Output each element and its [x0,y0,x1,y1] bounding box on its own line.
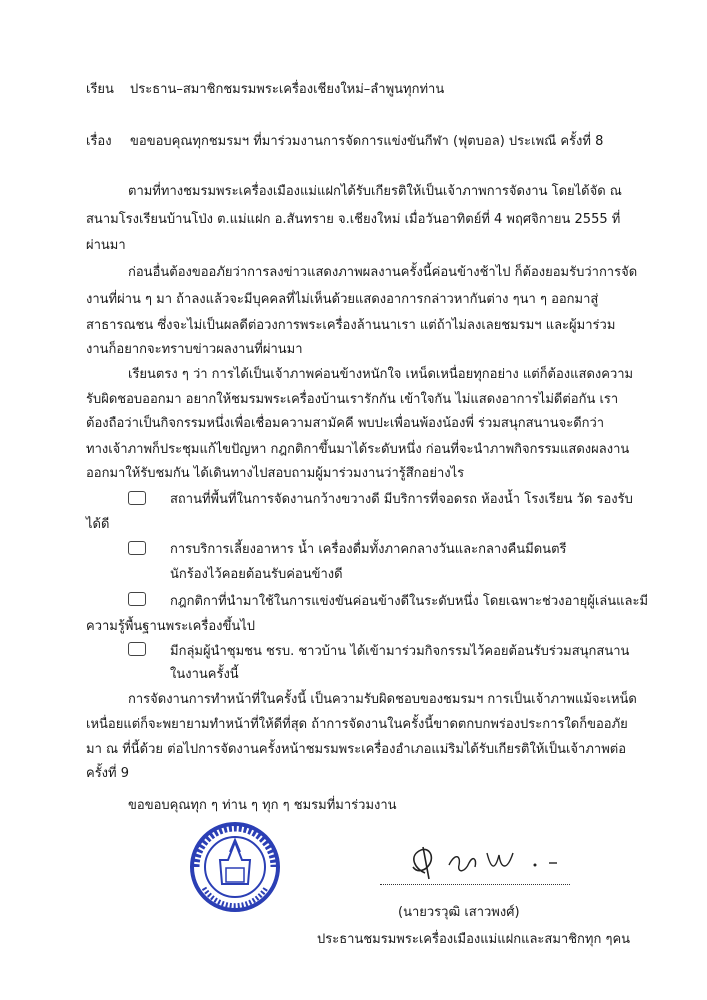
to-label: เรียน [86,82,114,97]
item-3-line: กฎกติกาที่นำมาใช้ในการแข่งขันค่อนข้างดีในระดับหนึ่ง โดยเฉพาะช่วงอายุผู้เล่นและมี [170,594,649,609]
subject-text: ขอขอบคุณทุกชมรมฯ ที่มาร่วมงานการจัดการแข่งขันกีฬา (ฟุตบอล) ประเพณี ครั้งที่ 8 [130,134,604,149]
paragraph-3-line: ออกมาให้รับชมกัน ได้เดินทางไปสอบถามผู้มาร่วมงานว่ารู้สึกอย่างไร [86,466,465,481]
paragraph-3-line: ต้องถือว่าเป็นกิจกรรมหนึ่งเพื่อเชื่อมความสามัคคี พบปะเพื่อนพ้องน้องพี่ ร่วมสนุกสนานจะดีกว่า [86,416,605,431]
checkbox[interactable] [128,541,146,555]
item-1-line: ได้ดี [86,517,110,532]
signature-title: ประธานชมรมพระเครื่องเมืองแม่แฝกและสมาชิกทุก ๆคน [317,932,631,947]
signature-line [380,884,570,885]
handwritten-signature [395,843,565,883]
closing-text: ขอขอบคุณทุก ๆ ท่าน ๆ ทุก ๆ ชมรมที่มาร่วมงาน [128,798,397,813]
paragraph-1-line: สนามโรงเรียนบ้านโป่ง ต.แม่แฝก อ.สันทราย จ.เชียงใหม่ เมื่อวันอาทิตย์ที่ 4 พฤศจิกายน 2555 ที่ [86,212,621,227]
item-4-line: ในงานครั้งนี้ [170,667,239,682]
paragraph-4-line: ครั้งที่ 9 [86,766,129,781]
to-text: ประธาน–สมาชิกชมรมพระเครื่องเชียงใหม่–ลำพูนทุกท่าน [130,82,445,97]
item-1-line: สถานที่พื้นที่ในการจัดงานกว้างขวางดี มีบริการที่จอดรถ ห้องน้ำ โรงเรียน วัด รองรับ [170,492,633,507]
paragraph-3-line: เรียนตรง ๆ ว่า การได้เป็นเจ้าภาพค่อนข้างหนักใจ เหน็ดเหนื่อยทุกอย่าง แต่ก็ต้องแสดงความ [128,367,634,382]
paragraph-2-line: งานก็อยากจะทราบข่าวผลงานที่ผ่านมา [86,342,303,357]
checkbox[interactable] [128,491,146,505]
organization-seal [190,822,280,912]
paragraph-4-line: การจัดงานการทำหน้าที่ในครั้งนี้ เป็นความรับผิดชอบของชมรมฯ การเป็นเจ้าภาพแม้จะเหน็ด [128,692,637,707]
item-2-line: นักร้องไว้คอยต้อนรับค่อนข้างดี [170,567,343,582]
paragraph-1-line: ผ่านมา [86,238,126,253]
item-2-line: การบริการเลี้ยงอาหาร น้ำ เครื่องดื่มทั้งภาคกลางวันและกลางคืนมีดนตรี [170,542,567,557]
item-3-line: ความรู้พื้นฐานพระเครื่องขึ้นไป [86,619,256,634]
paragraph-1-line: ตามที่ทางชมรมพระเครื่องเมืองแม่แฝกได้รับเกียรติให้เป็นเจ้าภาพการจัดงาน โดยได้จัด ณ [128,184,622,199]
signature-name: (นายวรวุฒิ เสาวพงศ์) [398,905,520,920]
paragraph-4-line: เหนื่อยแต่ก็จะพยายามทำหน้าที่ให้ดีที่สุด ถ้าการจัดงานในครั้งนี้ขาดตกบกพร่องประการใดก็ขออภัย [86,717,628,732]
item-4-line: มีกลุ่มผู้นำชุมชน ชรบ. ชาวบ้าน ได้เข้ามาร่วมกิจกรรมไว้คอยต้อนรับร่วมสนุกสนาน [170,644,630,659]
checkbox[interactable] [128,642,146,656]
paragraph-2-line: สาธารณชน ซึ่งจะไม่เป็นผลดีต่อวงการพระเครื่องล้านนาเรา แต่ถ้าไม่ลงเลยชมรมฯ และผู้มาร่วม [86,318,616,333]
subject-label: เรื่อง [86,134,112,149]
paragraph-2-line: ก่อนอื่นต้องขออภัยว่าการลงข่าวแสดงภาพผลงานครั้งนี้ค่อนข้างช้าไป ก็ต้องยอมรับว่าการจัด [128,265,638,280]
checkbox[interactable] [128,592,146,606]
paragraph-4-line: มา ณ ที่นี้ด้วย ต่อไปการจัดงานครั้งหน้าชมรมพระเครื่องอำเภอแม่ริมได้รับเกียรติให้เป็นเจ้าภาพต่อ [86,742,627,757]
paragraph-3-line: รับผิดชอบออกมา อยากให้ชมรมพระเครื่องบ้านเรารักกัน เข้าใจกัน ไม่แสดงอาการไม่ดีต่อกัน เรา [86,392,619,407]
paragraph-3-line: ทางเจ้าภาพก็ประชุมแก้ไขปัญหา กฎกติกาขึ้นมาได้ระดับหนึ่ง ก่อนที่จะนำภาพกิจกรรมแสดงผลงาน [86,442,630,457]
paragraph-2-line: งานที่ผ่าน ๆ มา ถ้าลงแล้วจะมีบุคคลที่ไม่เห็นด้วยแสดงอาการกล่าวหากันต่าง ๆนา ๆ ออกมาสู่ [86,292,599,307]
